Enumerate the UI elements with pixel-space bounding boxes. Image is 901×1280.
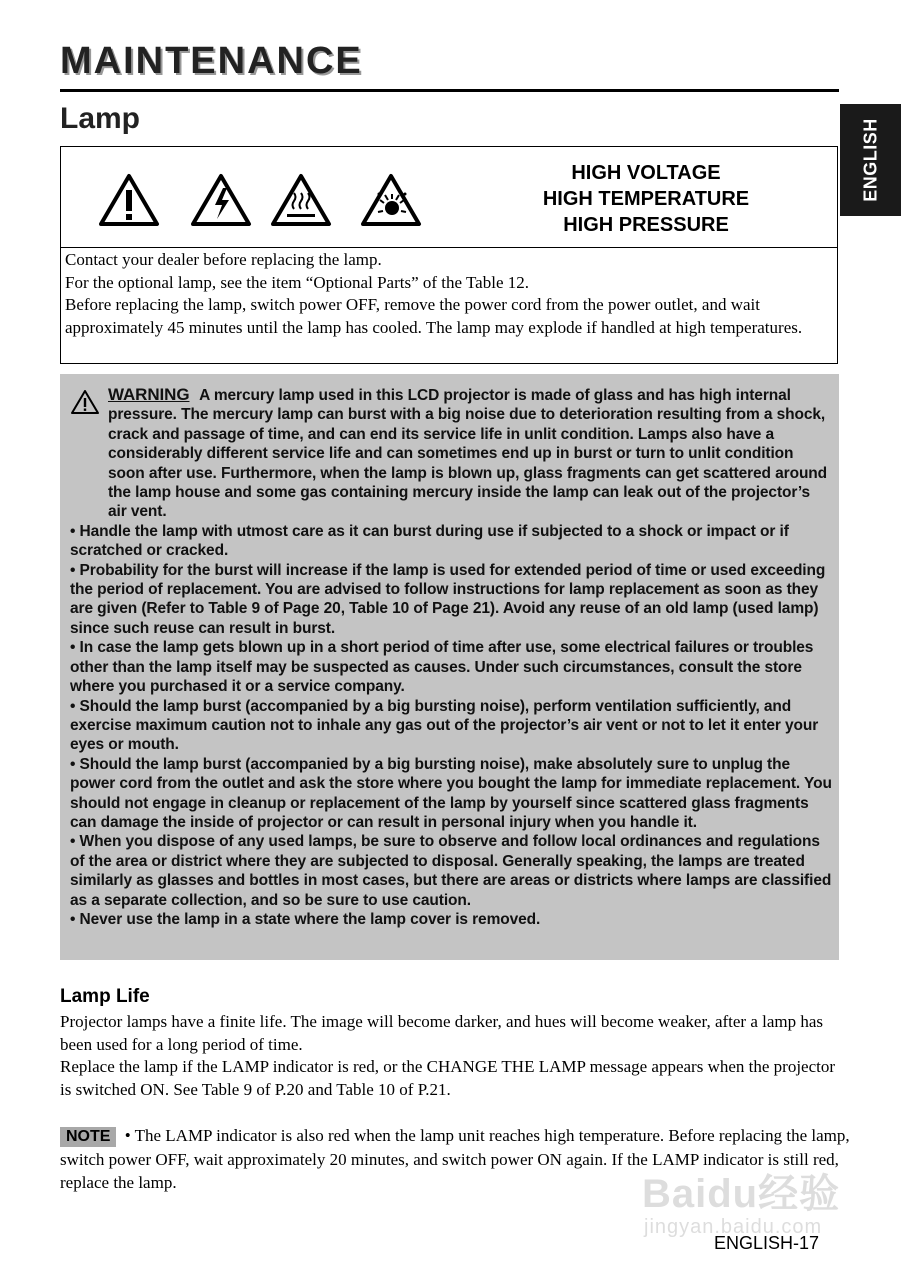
warning-bullet: • Never use the lamp in a state where the lamp cover is removed. <box>70 910 541 928</box>
lamp-life-title: Lamp Life <box>60 986 150 1007</box>
warning-bullet: • In case the lamp gets blown up in a short period of time after use, some electrical failures or troubles other than the lamp itself may be suspected as causes. Under such circumstances, consult the store where you purchased it or a service company. <box>70 639 814 696</box>
title-divider <box>60 89 839 92</box>
note-label: NOTE <box>60 1127 116 1147</box>
warning-label: WARNING <box>108 385 190 404</box>
warning-bullet: • Handle the lamp with utmost care as it can burst during use if subjected to a shock or impact or if scratched or cracked. <box>70 522 789 560</box>
watermark <box>642 1162 852 1244</box>
hazard-line: For the optional lamp, see the item “Optional Parts” of the Table 12. <box>65 272 529 292</box>
hazard-labels <box>511 160 781 238</box>
warning-box <box>60 374 839 960</box>
warning-bullet: • Should the lamp burst (accompanied by a big bursting noise), perform ventilation sufficiently, and exercise maximum caution not to inhale any gas out of the projector’s air vent or not to let it enter your eyes or mouth. <box>70 697 819 754</box>
hazard-label-pressure: HIGH PRESSURE <box>563 214 729 236</box>
hazard-box <box>60 146 838 364</box>
warning-intro-text: A mercury lamp used in this LCD projector is made of glass and has high internal pressure. The mercury lamp can burst with a big noise due to deterioration resulting from a shock, crack and passage of time, and can end its service life in unlit condition. Lamps also have a considerably different service life and can sometimes end up in burst or turn to unlit condition soon after use. Furthermore, when the lamp is blown up, glass fragments can get scattered around the lamp house and some gas containing mercury inside the lamp can leak out of the projector’s air vent. <box>108 387 828 521</box>
warning-content <box>70 385 832 929</box>
watermark-logo: Baidu经验 <box>642 1172 841 1216</box>
hazard-instructions <box>65 249 835 339</box>
hazard-label-temperature: HIGH TEMPERATURE <box>542 188 750 210</box>
warning-intro <box>70 385 832 522</box>
caution-icon <box>97 172 161 228</box>
lamp-life-paragraph: Projector lamps have a finite life. The image will become darker, and hues will become weaker, after a lamp has been used for a long period of time. <box>60 1012 824 1054</box>
language-tab-label: ENGLISH <box>860 118 880 202</box>
lamp-life-text <box>60 1011 840 1101</box>
page-number: ENGLISH-17 <box>714 1233 820 1253</box>
hazard-header <box>61 147 837 248</box>
lamp-life-paragraph: Replace the lamp if the LAMP indicator is red, or the CHANGE THE LAMP message appears when the projector is switched ON. See Table 9 of P.20 and Table 10 of P.21. <box>60 1057 836 1099</box>
note-text: • The LAMP indicator is also red when the lamp unit reaches high temperature. Before replacing the lamp, switch power OFF, wait approximately 20 minutes, and switch power ON again. If the LAMP indicator is still red, replace the lamp. <box>60 1126 850 1192</box>
hot-surface-icon <box>269 172 333 228</box>
warning-bullet: • When you dispose of any used lamps, be sure to observe and follow local ordinances and regulations of the area or district where they are subjected to disposal. Generally speaking, the lamps are treated similarly as glasses and bottles in most cases, but there are areas or districts where lamps are classified as a separate collection, and so be sure to use caution. <box>70 833 832 909</box>
warning-icon <box>70 389 100 415</box>
hazard-line: Contact your dealer before replacing the lamp. <box>65 250 382 269</box>
hazard-label-voltage: HIGH VOLTAGE <box>571 162 721 184</box>
section-title: Lamp <box>60 102 141 135</box>
hazard-line: Before replacing the lamp, switch power OFF, remove the power cord from the power outlet, and wait approximately 45 minutes until the lamp has cooled. The lamp may explode if handled at high temperatures. <box>65 295 803 337</box>
language-tab <box>840 104 901 216</box>
watermark-url: jingyan.baidu.com <box>644 1216 823 1238</box>
page-title: MAINTENANCE <box>60 40 363 82</box>
explosion-icon <box>359 172 423 228</box>
warning-bullet: • Should the lamp burst (accompanied by a big bursting noise), make absolutely sure to unplug the power cord from the outlet and ask the store where you bought the lamp for immediate replacement. You should not engage in cleanup or replacement of the lamp by yourself since scattered glass fragments can damage the inside of projector or can result in personal injury when you handle it. <box>70 755 832 831</box>
warning-bullet: • Probability for the burst will increase if the lamp is used for extended period of time or used exceeding the period of replacement. You are advised to follow instructions for lamp replacement as soon as they are given (Refer to Table 9 of Page 20, Table 10 of Page 21). Avoid any reuse of an old lamp (used lamp) since such reuse can result in burst. <box>70 561 826 637</box>
electric-shock-icon <box>189 172 253 228</box>
